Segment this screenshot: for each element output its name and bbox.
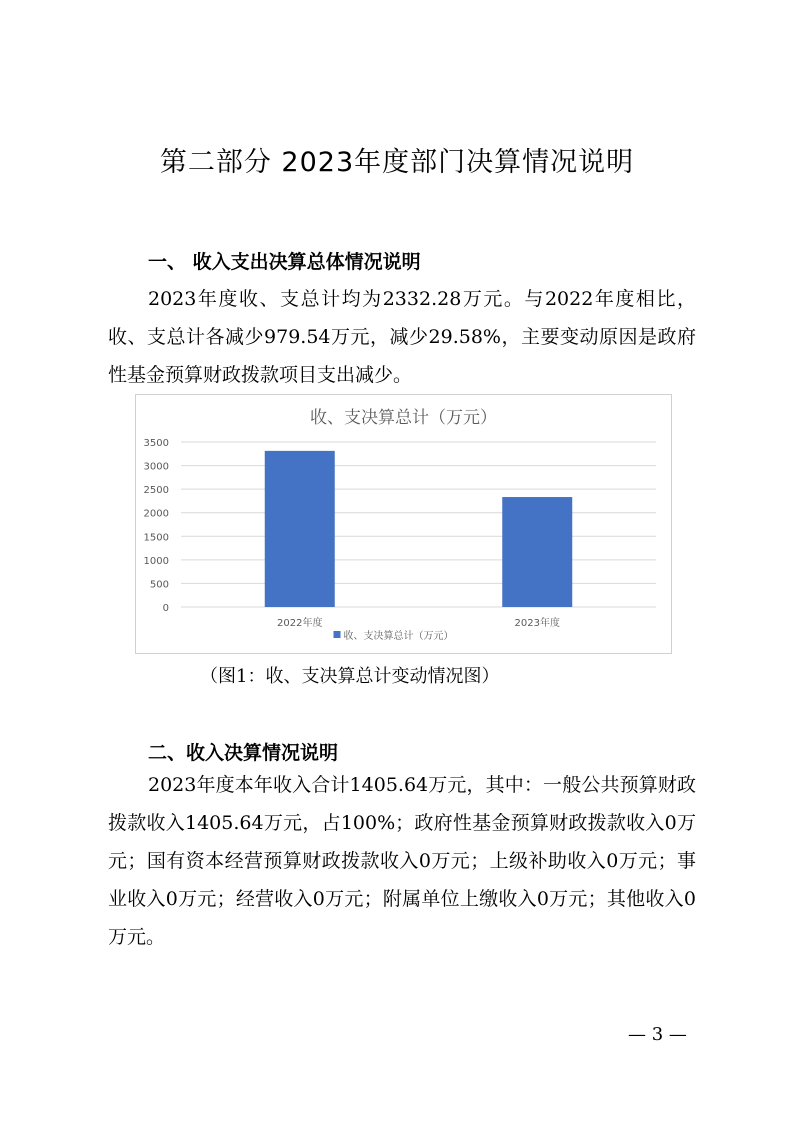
bar xyxy=(502,497,572,607)
paragraph-1: 2023年度收、支总计均为2332.28万元。与2022年度相比，收、支总计各减少979.54万元，减少29.58%，主要变动原因是政府性基金预算财政拨款项目支出减少。 xyxy=(108,288,696,386)
page-title: 第二部分 2023年度部门决算情况说明 xyxy=(159,147,635,178)
y-tick-label: 2000 xyxy=(143,508,169,520)
legend-label: 收、支决算总计（万元） xyxy=(343,631,454,642)
chart-title: 收、支决算总计（万元） xyxy=(310,408,497,428)
y-tick-label: 3000 xyxy=(143,461,169,473)
x-tick-label: 2022年度 xyxy=(277,618,323,629)
bar xyxy=(265,451,335,607)
section-heading-2: 二、收入决算情况说明 xyxy=(148,742,339,764)
y-tick-label: 0 xyxy=(162,603,169,614)
x-tick-label: 2023年度 xyxy=(514,618,560,629)
y-tick-label: 1000 xyxy=(143,555,169,567)
legend-swatch xyxy=(334,631,341,638)
y-tick-label: 2500 xyxy=(143,485,169,497)
chart-svg xyxy=(136,395,671,653)
y-tick-label: 500 xyxy=(149,579,169,591)
section-heading-1: 一、 收入支出决算总体情况说明 xyxy=(148,251,421,273)
figure-caption: （图1：收、支决算总计变动情况图） xyxy=(200,666,500,687)
y-tick-label: 3500 xyxy=(143,438,169,449)
bar-chart xyxy=(135,394,672,654)
paragraph-2: 2023年度本年收入合计1405.64万元，其中：一般公共预算财政拨款收入1405.64万元，占100%；政府性基金预算财政拨款收入0万元；国有资本经营预算财政拨款收入0万元；上级补助收入0万元；事业收入0万元；经营收入0万元；附属单位上缴收入0万元；其他收入0万元。 xyxy=(108,774,696,948)
y-tick-label: 1500 xyxy=(143,532,169,544)
page-number: — 3 — xyxy=(628,1024,687,1045)
